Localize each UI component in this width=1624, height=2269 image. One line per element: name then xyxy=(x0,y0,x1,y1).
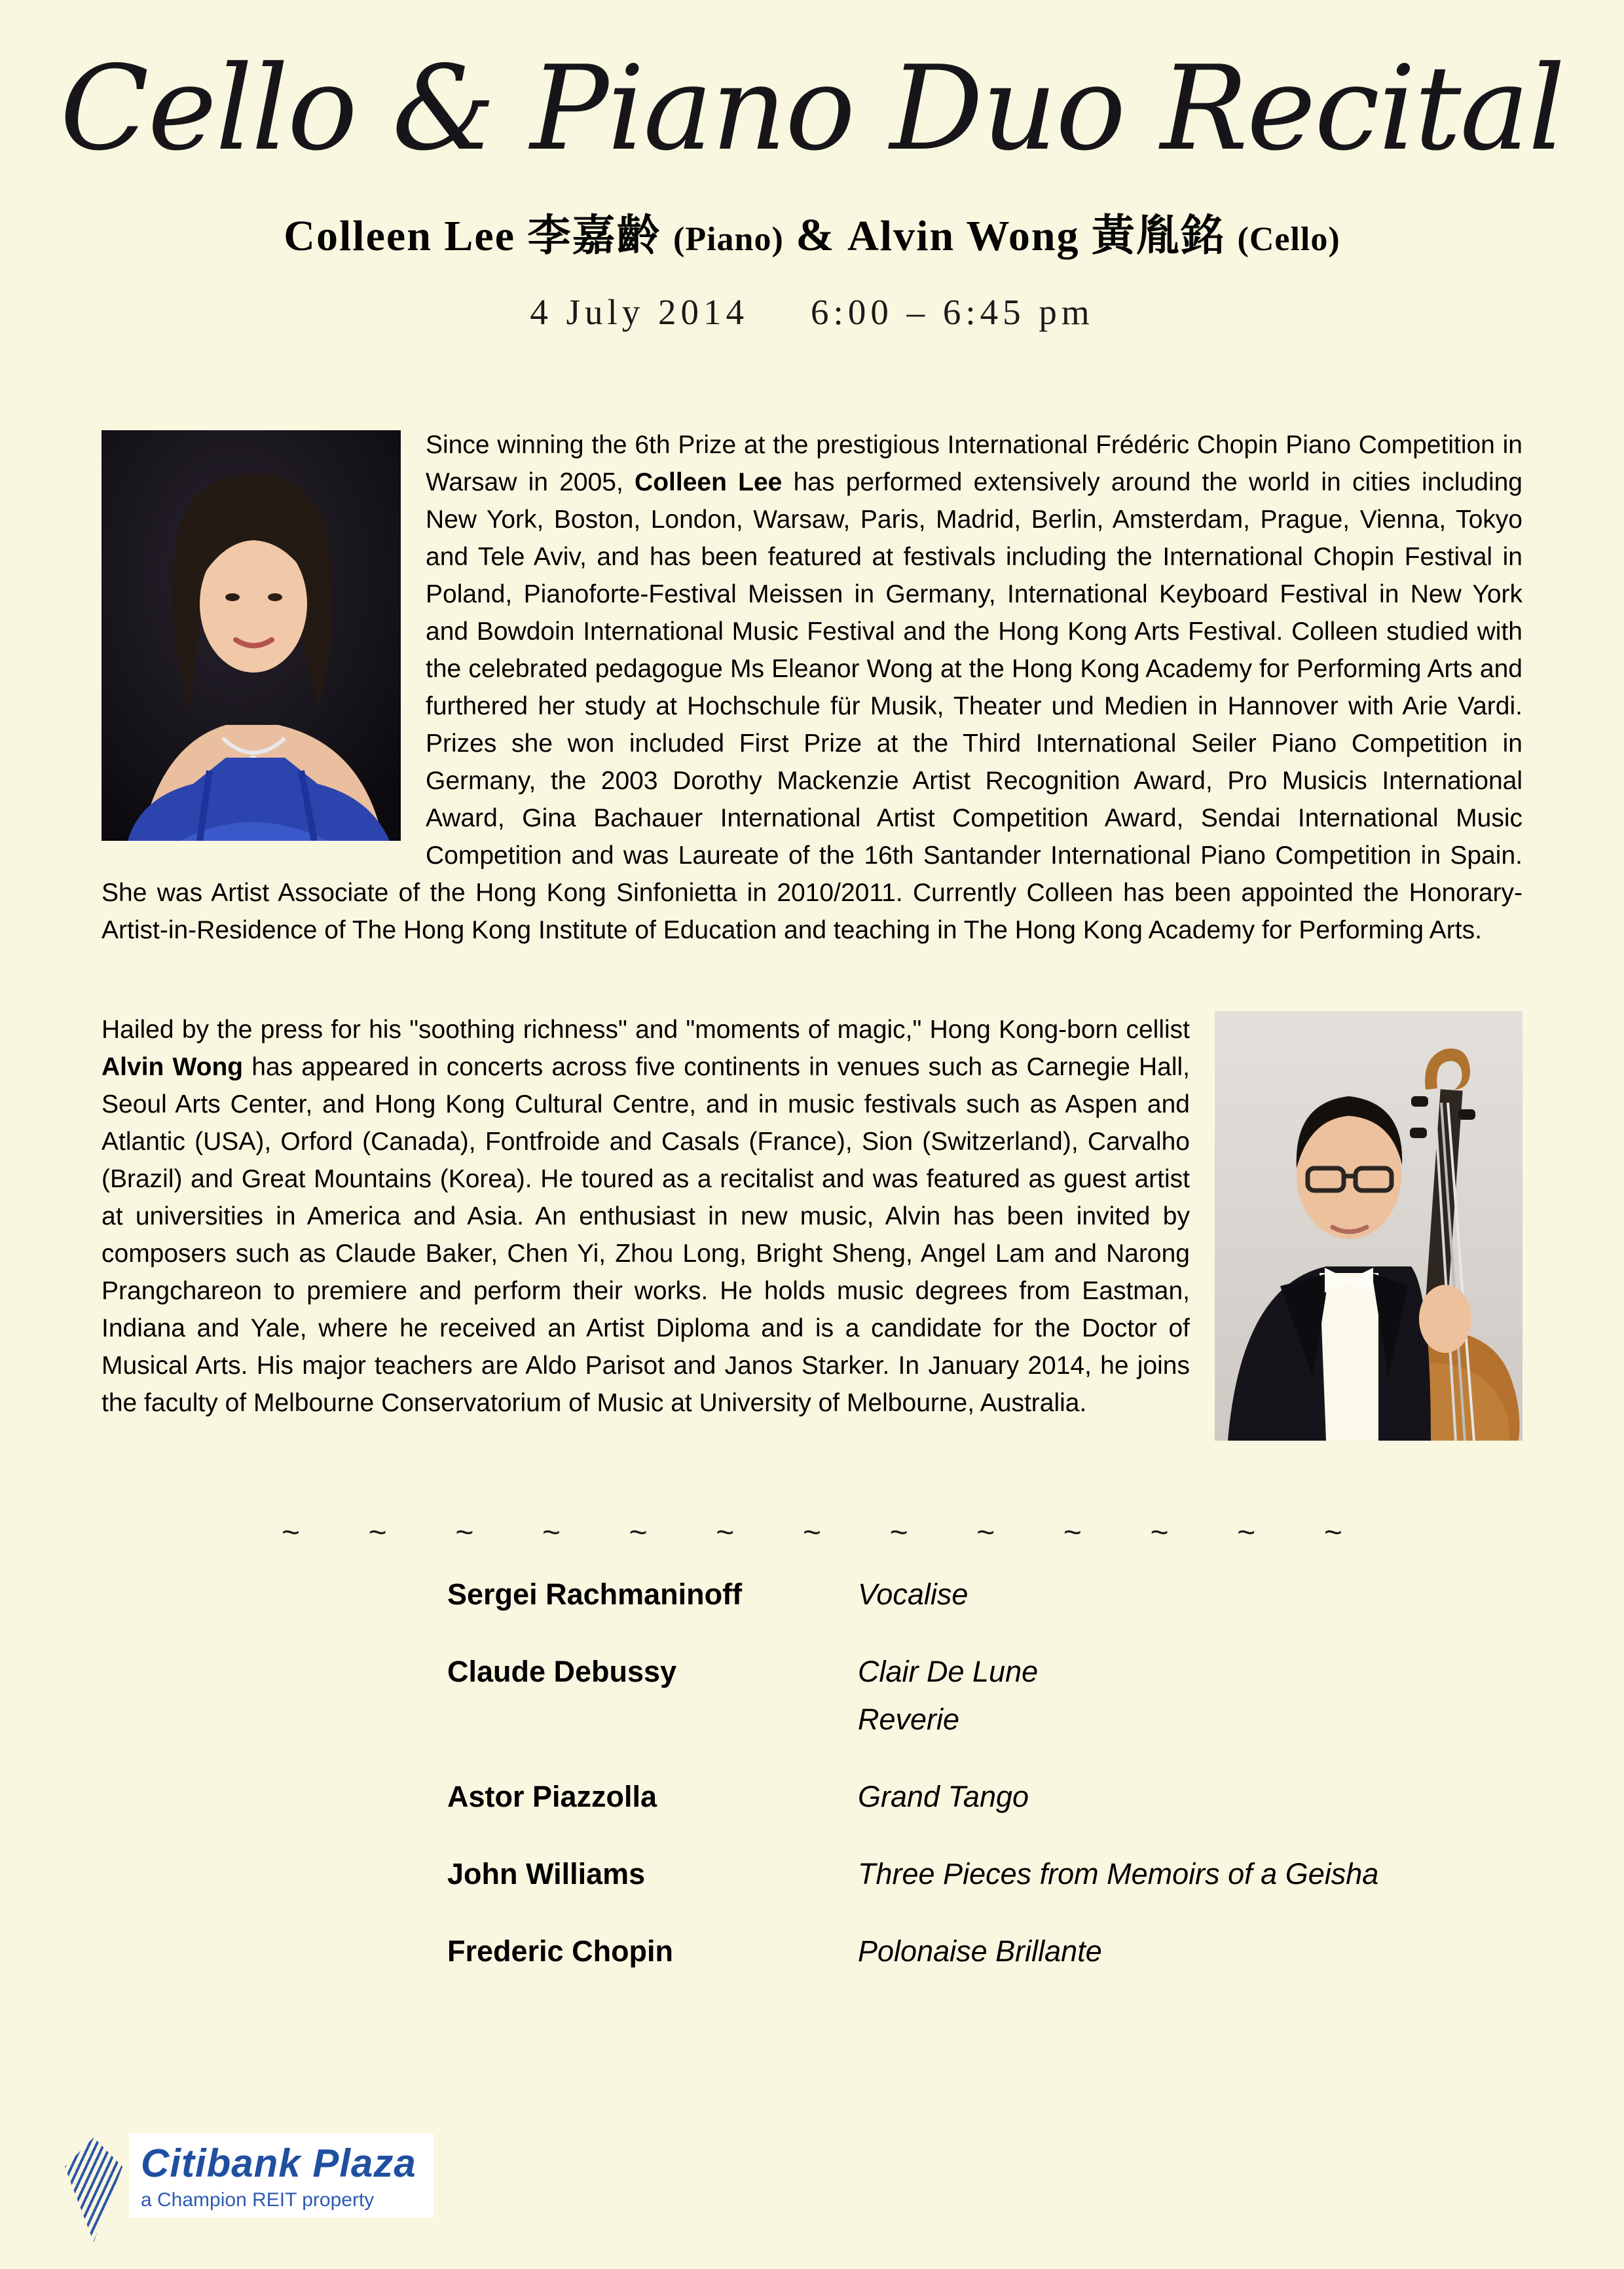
page-title: Cello & Piano Duo Recital xyxy=(60,41,1564,176)
tilde-glyph: ~ xyxy=(1237,1515,1256,1550)
tilde-glyph: ~ xyxy=(716,1515,735,1550)
composer-name: Frederic Chopin xyxy=(447,1934,674,1968)
piece-title: Polonaise Brillante xyxy=(858,1934,1102,1968)
event-date: 4 July 2014 xyxy=(530,291,749,332)
piece-titles xyxy=(858,1850,1378,1898)
performer2-role: (Cello) xyxy=(1237,220,1340,258)
citibank-plaza-tagline: a Champion REIT property xyxy=(141,2189,375,2211)
tilde-glyph: ~ xyxy=(368,1515,387,1550)
colleen-bio-text-after: has performed extensively around the world in cities including New York, Boston, London, Warsaw, Paris, Madrid, Berlin, Amsterdam, Prague, Vienna, Tokyo and Tele Aviv, and has been featured at festivals including the International Chopin Festival in Poland, Pianoforte-Festival Meissen in Germany, International Keyboard Festival in New York and Bowdoin International Music Festival and the Hong Kong Arts Festival. Colleen studied with the celebrated pedagogue Ms Eleanor Wong at the Hong Kong Academy for Performing Arts and furthered her study at Hochschule für Musik, Theater und Medien in Hannover with Arie Vardi. Prizes she won included First Prize at the Third International Seiler Piano Competition in Germany, the 2003 Dorothy Mackenzie Artist Recognition Award, Pro Musicis International Award, Gina Bachauer International Artist Competition Award, Sendai International Music Competition and was Laureate of the 16th Santander International Piano Competition in Spain. She was Artist Associate of the Hong Kong Sinfonietta in 2010/2011. Currently Colleen has been appointed the Honorary-Artist-in-Residence of The Hong Kong Institute of Education and teaching in The Hong Kong Academy for Performing Arts. xyxy=(101,468,1522,944)
colleen-lee-photo xyxy=(101,430,401,841)
program-list xyxy=(447,1570,1624,1975)
piece-title: Clair De Lune xyxy=(858,1654,1039,1688)
tilde-glyph: ~ xyxy=(802,1515,821,1550)
tilde-glyph: ~ xyxy=(1150,1515,1169,1550)
piece-title: Three Pieces from Memoirs of a Geisha xyxy=(858,1856,1379,1891)
alvin-bio-paragraph xyxy=(101,1011,1522,1452)
event-time: 6:00 – 6:45 pm xyxy=(811,291,1094,332)
tilde-glyph: ~ xyxy=(455,1515,474,1550)
citibank-plaza-name: Citibank Plaza xyxy=(141,2141,416,2185)
piece-titles xyxy=(858,1927,1102,1975)
alvin-wong-photo xyxy=(1215,1011,1522,1441)
citibank-plaza-diamond-icon xyxy=(62,2137,125,2242)
ampersand: & xyxy=(796,210,836,261)
date-time-line xyxy=(0,291,1624,333)
tilde-separator xyxy=(282,1515,1342,1551)
performers-line xyxy=(0,200,1624,263)
biographies-section xyxy=(101,426,1522,1452)
program-row xyxy=(447,1648,1624,1743)
alvin-name-bold: Alvin Wong xyxy=(101,1052,244,1081)
piece-title: Reverie xyxy=(858,1702,960,1736)
colleen-bio-text-before: Since winning the 6th Prize at the prestigious International Frédéric Chopin Piano Competition in Warsaw in 2005, xyxy=(426,430,1522,496)
citibank-plaza-logo-text xyxy=(129,2133,434,2218)
citibank-plaza-logo xyxy=(62,2133,434,2242)
tilde-glyph: ~ xyxy=(1323,1515,1342,1550)
piece-title: Grand Tango xyxy=(858,1779,1029,1813)
colleen-bio-paragraph xyxy=(101,426,1522,949)
program-row xyxy=(447,1927,1624,1975)
piece-titles xyxy=(858,1570,968,1618)
piece-titles xyxy=(858,1773,1029,1820)
alvin-bio-text-after: has appeared in concerts across five continents in venues such as Carnegie Hall, Seoul Arts Center, and Hong Kong Cultural Centre, and in music festivals such as Aspen and Atlantic (USA), Orford (Canada), Fontfroide and Casals (France), Sion (Switzerland), Carvalho (Brazil) and Great Mountains (Korea). He toured as a recitalist and was featured as guest artist at universities in America and Asia. An enthusiast in new music, Alvin has been invited by composers such as Claude Baker, Chen Yi, Zhou Long, Bright Sheng, Angel Lam and Narong Prangchareon to premiere and perform their works. He holds music degrees from Eastman, Indiana and Yale, where he received an Artist Diploma and is a candidate for the Doctor of Musical Arts. His major teachers are Aldo Parisot and Janos Starker. In January 2014, he joins the faculty of Melbourne Conservatorium of Music at University of Melbourne, Australia. xyxy=(101,1052,1190,1417)
composer-name: John Williams xyxy=(447,1856,646,1891)
tilde-glyph: ~ xyxy=(976,1515,995,1550)
performer1-name: Colleen Lee 李嘉齡 xyxy=(284,212,661,260)
performer2-name: Alvin Wong 黃胤銘 xyxy=(847,212,1226,260)
program-row xyxy=(447,1570,1624,1618)
alvin-bio-text-before: Hailed by the press for his "soothing richness" and "moments of magic," Hong Kong-born cellist xyxy=(101,1015,1190,1044)
tilde-glyph: ~ xyxy=(629,1515,648,1550)
composer-name: Astor Piazzolla xyxy=(447,1779,657,1813)
program-row xyxy=(447,1773,1624,1820)
tilde-glyph: ~ xyxy=(889,1515,908,1550)
piece-title: Vocalise xyxy=(858,1577,969,1611)
tilde-glyph: ~ xyxy=(542,1515,561,1550)
tilde-glyph: ~ xyxy=(1063,1515,1082,1550)
piece-titles xyxy=(858,1648,1038,1743)
composer-name: Sergei Rachmaninoff xyxy=(447,1577,743,1611)
program-row xyxy=(447,1850,1624,1898)
tilde-glyph: ~ xyxy=(282,1515,301,1550)
composer-name: Claude Debussy xyxy=(447,1654,677,1688)
performer1-role: (Piano) xyxy=(673,220,784,258)
colleen-name-bold: Colleen Lee xyxy=(635,468,783,496)
